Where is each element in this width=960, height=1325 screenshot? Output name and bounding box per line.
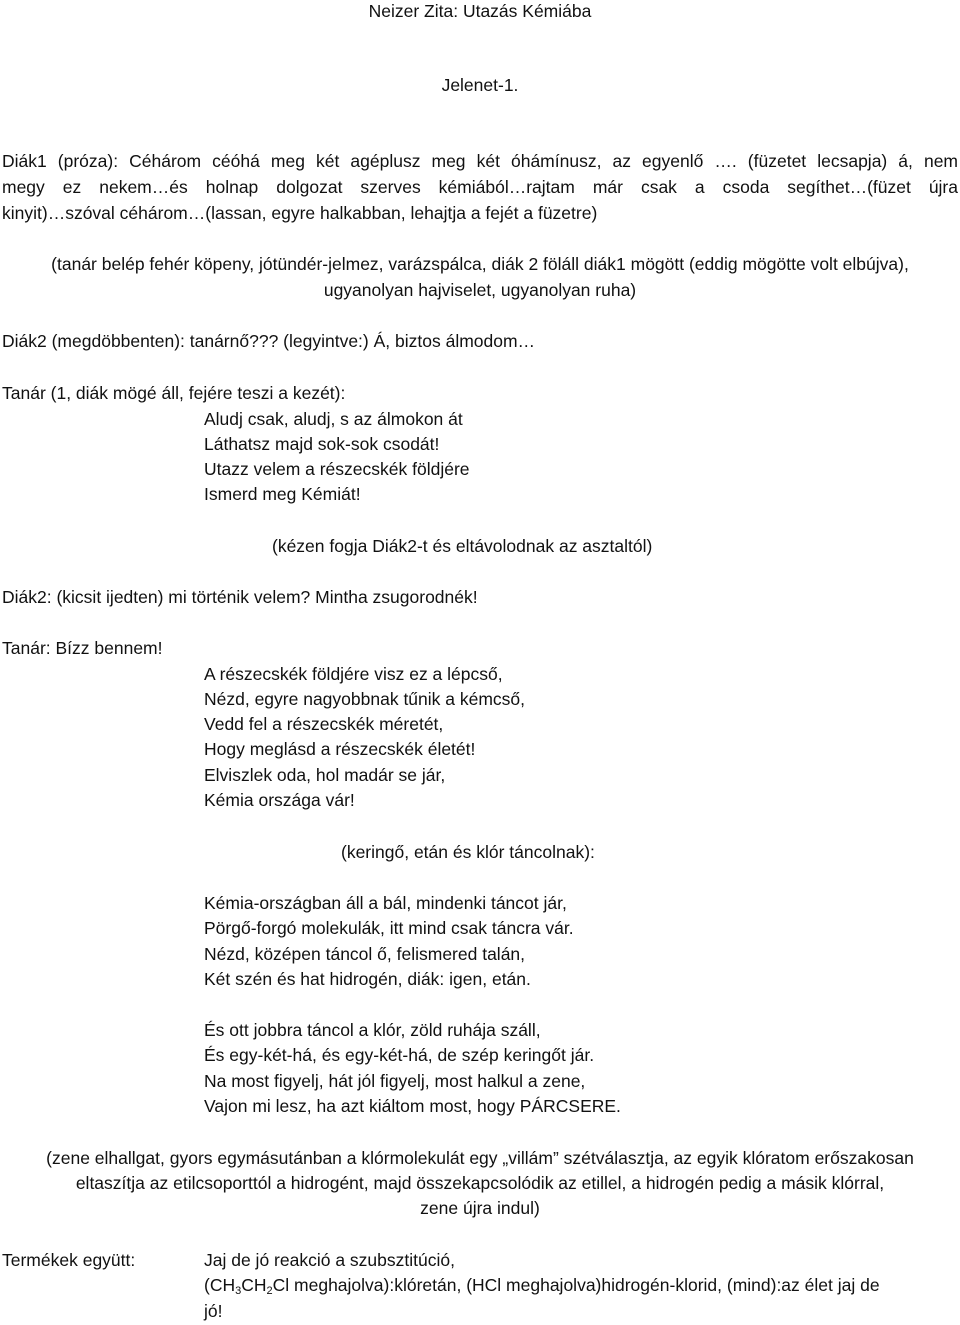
diak2-line-2: Diák2: (kicsit ijedten) mi történik velem? Mintha zsugorodnék!: [2, 587, 478, 607]
subscript: 2: [266, 1285, 273, 1297]
formula-prefix: (CH: [204, 1275, 236, 1295]
stage-direction-1-line-1: (tanár belép fehér köpeny, jótündér-jelmez, varázspálca, diák 2 föláll diák1 mögött (eddig mögötte volt elbújva),: [51, 254, 909, 274]
products-line-3: jó!: [204, 1301, 223, 1321]
stage-direction-1-line-2: ugyanolyan hajviselet, ugyanolyan ruha): [323, 280, 637, 300]
song-line: Két szén és hat hidrogén, diák: igen, etán.: [204, 969, 531, 989]
stage-direction-4-line-2: eltaszítja az etilcsoporttól a hidrogént, majd összekapcsolódik az etillel, a hidrogén pedig a másik klórral,: [75, 1173, 885, 1193]
verse-line: Ismerd meg Kémiát!: [204, 484, 361, 504]
song-line: Na most figyelj, hát jól figyelj, most halkul a zene,: [204, 1071, 586, 1091]
formula-mid: CH: [241, 1275, 267, 1295]
products-line-2: [204, 1274, 880, 1299]
tanar-intro-1: Tanár (1, diák mögé áll, fejére teszi a kezét):: [2, 383, 346, 403]
document-title: Neizer Zita: Utazás Kémiába: [368, 1, 592, 21]
song-line: És egy-két-há, és egy-két-há, de szép keringőt jár.: [204, 1045, 595, 1065]
products-label: Termékek együtt:: [2, 1250, 136, 1270]
products-line-1: Jaj de jó reakció a szubsztitúció,: [204, 1250, 455, 1270]
stage-direction-2: (kézen fogja Diák2-t és eltávolodnak az asztaltól): [272, 536, 653, 556]
song-line: Nézd, középen táncol ő, felismered talán,: [204, 944, 526, 964]
verse-line: Kémia országa vár!: [204, 790, 355, 810]
song-line: És ott jobbra táncol a klór, zöld ruhája száll,: [204, 1020, 541, 1040]
formula-suffix: Cl meghajolva):klóretán, (HCl meghajolva)hidrogén-klorid, (mind):az élet jaj de: [272, 1275, 880, 1295]
verse-line: A részecskék földjére visz ez a lépcső,: [204, 664, 503, 684]
verse-line: Elviszlek oda, hol madár se jár,: [204, 765, 446, 785]
intro-line-1: Diák1 (próza): Céhárom céóhá meg két agéplusz meg két óhámínusz, az egyenlő …. (füzetet lecsapja) á, nem: [2, 151, 958, 171]
diak2-line-1: Diák2 (megdöbbenten): tanárnő??? (legyintve:) Á, biztos álmodom…: [2, 331, 536, 351]
stage-direction-4-line-1: (zene elhallgat, gyors egymásutánban a klórmolekulát egy „villám” szétválasztja, az egyik klóratom erőszakosan: [46, 1148, 914, 1168]
song-line: Pörgő-forgó molekulák, itt mind csak táncra vár.: [204, 918, 574, 938]
song-line: Kémia-országban áll a bál, mindenki táncot jár,: [204, 893, 567, 913]
verse-line: Aludj csak, aludj, s az álmokon át: [204, 409, 463, 429]
song-line: Vajon mi lesz, ha azt kiáltom most, hogy PÁRCSERE.: [204, 1096, 621, 1116]
verse-line: Vedd fel a részecskék méretét,: [204, 714, 444, 734]
scene-heading: Jelenet-1.: [441, 75, 519, 95]
verse-line: Láthatsz majd sok-sok csodát!: [204, 434, 440, 454]
subscript: 3: [235, 1285, 242, 1297]
stage-direction-4-line-3: zene újra indul): [420, 1198, 540, 1218]
verse-line: Hogy meglásd a részecskék életét!: [204, 739, 476, 759]
verse-line: Utazz velem a részecskék földjére: [204, 459, 470, 479]
tanar-intro-2: Tanár: Bízz bennem!: [2, 638, 163, 658]
intro-line-3: kinyit)…szóval céhárom…(lassan, egyre halkabban, lehajtja a fejét a füzetre): [2, 203, 598, 223]
intro-line-2: megy ez nekem…és holnap dolgozat szerves kémiából…rajtam már csak a csoda segíthet…(füzet újra: [2, 177, 958, 197]
verse-line: Nézd, egyre nagyobbnak tűnik a kémcső,: [204, 689, 526, 709]
stage-direction-3: (keringő, etán és klór táncolnak):: [341, 842, 595, 862]
